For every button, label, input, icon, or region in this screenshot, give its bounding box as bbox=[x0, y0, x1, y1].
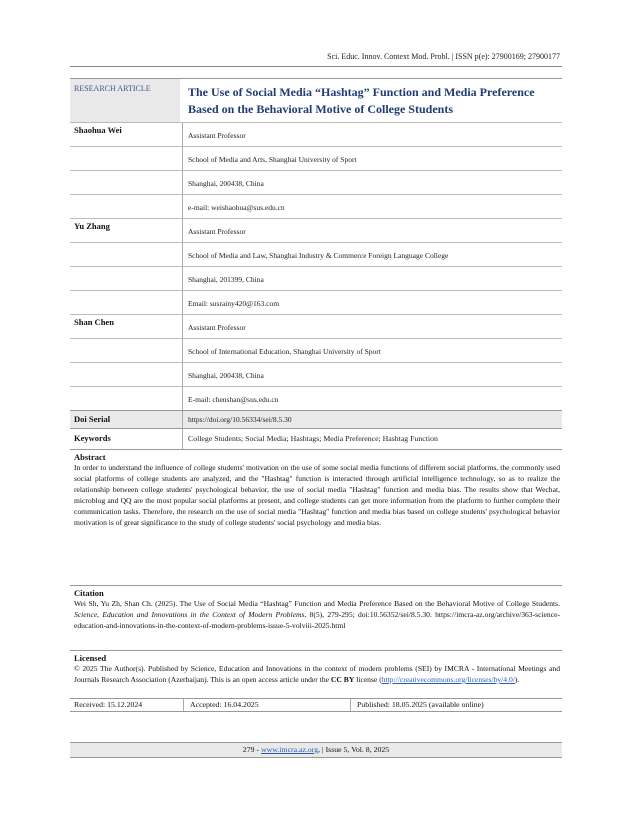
author-affiliation: School of Media and Arts, Shanghai University of Sport bbox=[188, 155, 357, 164]
doi-value[interactable]: https://doi.org/10.56334/sei/8.5.30 bbox=[188, 415, 292, 424]
keywords-value: College Students; Social Media; Hashtags; Media Preference; Hashtag Function bbox=[188, 434, 438, 443]
article-type-cell bbox=[70, 79, 180, 123]
keywords-label: Keywords bbox=[74, 433, 111, 443]
abstract-block bbox=[70, 452, 562, 580]
doi-row bbox=[70, 410, 562, 429]
author-email: Email: susrainy420@163.com bbox=[188, 299, 280, 308]
cc-by-label: CC BY bbox=[330, 675, 355, 684]
author-position: Assistant Professor bbox=[188, 131, 246, 140]
license-link[interactable]: http://creativecommons.org/licenses/by/4.0/ bbox=[381, 675, 515, 684]
license-heading: Licensed bbox=[74, 653, 107, 663]
author-position: Assistant Professor bbox=[188, 227, 246, 236]
dates-row bbox=[70, 698, 562, 712]
authors-block bbox=[70, 122, 562, 410]
author-email: e-mail: weishaohua@sus.edu.cn bbox=[188, 203, 285, 212]
license-block bbox=[70, 650, 562, 699]
article-title: The Use of Social Media “Hashtag” Function and Media Preference Based on the Behavioral Motive of College Students bbox=[188, 85, 535, 116]
citation-journal: Science, Education and Innovations in the Context of Modern Problems bbox=[74, 610, 305, 619]
author-name: Yu Zhang bbox=[74, 221, 110, 231]
accepted-date: Accepted: 16.04.2025 bbox=[190, 700, 259, 709]
journal-header: Sci. Educ. Innov. Context Mod. Probl. | ISSN p(e): 27900169; 27900177 bbox=[327, 52, 560, 61]
author-address: Shanghai, 200438, China bbox=[188, 179, 264, 188]
citation-block bbox=[70, 585, 562, 648]
author-position: Assistant Professor bbox=[188, 323, 246, 332]
author-address: Shanghai, 200438, China bbox=[188, 371, 264, 380]
footer-link[interactable]: www.imcra.az.org bbox=[261, 745, 319, 754]
article-type: RESEARCH ARTICLE bbox=[74, 84, 151, 93]
doi-label: Doi Serial bbox=[74, 414, 111, 424]
license-text: © 2025 The Author(s). Published by Science, Education and Innovations in the context of modern problems (SEI) by IMCRA - International Meetings and Journals Research Association (Azerbaijan). This is an open access article under the CC BY license (http://creativecommons.org/licenses/by/4.0/). bbox=[74, 664, 560, 684]
author-name: Shan Chen bbox=[74, 317, 114, 327]
author-affiliation: School of International Education, Shanghai University of Sport bbox=[188, 347, 381, 356]
keywords-row bbox=[70, 428, 562, 450]
page-footer: 279 - www.imcra.az.org, | Issue 5, Vol. 8, 2025 bbox=[70, 742, 562, 758]
published-date: Published: 18.05.2025 (available online) bbox=[357, 700, 484, 709]
author-address: Shanghai, 201399, China bbox=[188, 275, 264, 284]
received-date: Received: 15.12.2024 bbox=[74, 700, 143, 709]
author-email: E-mail: chenshan@sus.edu.cn bbox=[188, 395, 279, 404]
author-affiliation: School of Media and Law, Shanghai Industry & Commerce Foreign Language College bbox=[188, 251, 449, 260]
abstract-text: In order to understand the influence of college students' motivation on the use of some social media functions of different social platforms, the commonly used social platforms of college students are analyzed, and the "Hashtag" function is interacted through artificial intelligence technology, so as to realize the relationship between college students' psychological behavior, the use of social media "Hashtag" function and media bias. The results show that Wechat, microblog and QQ are the most popular social platforms at present, and college students can get more information from the platform to further complete their communication tasks. Therefore, the research on the use of social media "Hashtag" function and media bias based on college students' psychological behavior motivation is of great significance to the study of college students' social psychology and media bias. bbox=[74, 463, 560, 527]
citation-heading: Citation bbox=[74, 588, 104, 598]
header-rule bbox=[70, 66, 562, 67]
title-block bbox=[70, 78, 562, 123]
abstract-heading: Abstract bbox=[74, 452, 106, 462]
author-name: Shaohua Wei bbox=[74, 125, 122, 135]
citation-text: Wei Sh, Yu Zh, Shan Ch. (2025). The Use of Social Media “Hashtag” Function and Media Preference Based on the Behavioral Motive of College Students. Science, Education and Innovations in the Context of Modern Problems, 8(5), 279-295; doi:10.56352/sei/8.5.30. https://imcra-az.org/archive/363-science-education-and-innovations-in-the-context-of-modern-problems-issue-5-volviii-2025.html bbox=[74, 599, 560, 630]
